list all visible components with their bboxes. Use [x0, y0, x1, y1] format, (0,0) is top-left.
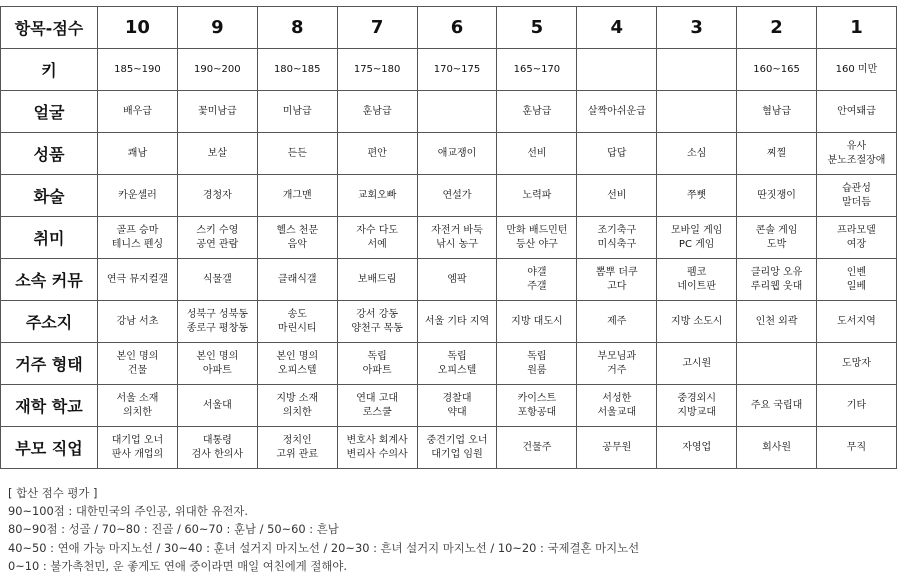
table-cell: 교회오빠: [337, 175, 417, 217]
table-row: [1, 343, 897, 385]
table-cell: 송도 마린시티: [257, 301, 337, 343]
table-cell: 개그맨: [257, 175, 337, 217]
row-label: 주소지: [1, 301, 98, 343]
table-cell: 찌찔: [737, 133, 817, 175]
table-cell: 뽐뿌 더쿠 고다: [577, 259, 657, 301]
table-row: [1, 91, 897, 133]
header-row: [1, 7, 897, 49]
table-cell: 190~200: [177, 49, 257, 91]
table-cell: 쾌남: [98, 133, 178, 175]
table-cell: 독립 원룸: [497, 343, 577, 385]
table-cell: 160 미만: [817, 49, 897, 91]
table-cell: 클리앙 오유 루리웹 웃대: [737, 259, 817, 301]
table-cell: 부모님과 거주: [577, 343, 657, 385]
table-cell: 180~185: [257, 49, 337, 91]
score-header: 10: [98, 7, 178, 49]
table-cell: 펨코 네이트판: [657, 259, 737, 301]
table-cell: 인벤 일베: [817, 259, 897, 301]
table-cell: 서울 기타 지역: [417, 301, 497, 343]
score-header: 6: [417, 7, 497, 49]
score-header: 4: [577, 7, 657, 49]
table-cell: 제주: [577, 301, 657, 343]
notes-line: 0~10 : 불가촉천민, 운 좋게도 연애 중이라면 매일 여친에게 절해야.: [8, 558, 348, 573]
table-cell: 경찰대 약대: [417, 385, 497, 427]
table-cell: 도망자: [817, 343, 897, 385]
table-cell: 선비: [577, 175, 657, 217]
table-cell: 노력파: [497, 175, 577, 217]
row-label: 부모 직업: [1, 427, 98, 469]
table-cell: 소심: [657, 133, 737, 175]
table-cell: 조기축구 미식축구: [577, 217, 657, 259]
table-cell: 자영업: [657, 427, 737, 469]
table-cell: [657, 91, 737, 133]
table-cell: [737, 343, 817, 385]
score-header: 7: [337, 7, 417, 49]
score-header: 3: [657, 7, 737, 49]
score-header: 2: [737, 7, 817, 49]
table-cell: 자전거 바둑 낚시 농구: [417, 217, 497, 259]
table-cell: 기타: [817, 385, 897, 427]
table-cell: 독립 아파트: [337, 343, 417, 385]
table-cell: 든든: [257, 133, 337, 175]
table-cell: 175~180: [337, 49, 417, 91]
notes-line: 40~50 : 연애 가능 마지노선 / 30~40 : 훈녀 설거지 마지노선 / 20~30 : 흔녀 설거지 마지노선 / 10~20 : 국제결혼 마지노선: [8, 540, 640, 555]
table-cell: 대기업 오너 판사 개업의: [98, 427, 178, 469]
row-label: 재학 학교: [1, 385, 98, 427]
table-cell: 만화 배드민턴 등산 야구: [497, 217, 577, 259]
table-cell: 서성한 서울교대: [577, 385, 657, 427]
row-label: 소속 커뮤: [1, 259, 98, 301]
table-cell: 모바일 게임 PC 게임: [657, 217, 737, 259]
score-header: 1: [817, 7, 897, 49]
table-cell: 서울 소재 의치한: [98, 385, 178, 427]
table-cell: 도서지역: [817, 301, 897, 343]
table-cell: 엠팍: [417, 259, 497, 301]
table-cell: 카운셀러: [98, 175, 178, 217]
table-cell: 강서 강동 양천구 목동: [337, 301, 417, 343]
row-label: 키: [1, 49, 98, 91]
table-cell: 지방 대도시: [497, 301, 577, 343]
notes-line: 80~90점 : 성골 / 70~80 : 진골 / 60~70 : 훈남 / 50~60 : 흔남: [8, 522, 339, 537]
table-cell: 카이스트 포항공대: [497, 385, 577, 427]
score-header: 9: [177, 7, 257, 49]
table-cell: 쭈뼛: [657, 175, 737, 217]
table-cell: 경청자: [177, 175, 257, 217]
table-cell: 꽃미남급: [177, 91, 257, 133]
table-cell: 정치인 고위 관료: [257, 427, 337, 469]
table-cell: [417, 91, 497, 133]
corner-header: 항목-점수: [1, 7, 98, 49]
table-cell: 170~175: [417, 49, 497, 91]
table-row: [1, 217, 897, 259]
table-cell: 165~170: [497, 49, 577, 91]
table-cell: 훈남급: [497, 91, 577, 133]
table-cell: 보배드림: [337, 259, 417, 301]
row-label: 취미: [1, 217, 98, 259]
table-row: [1, 175, 897, 217]
table-cell: 연설가: [417, 175, 497, 217]
table-cell: 연극 뮤지컬갤: [98, 259, 178, 301]
row-label: 화술: [1, 175, 98, 217]
table-cell: [657, 49, 737, 91]
table-cell: 성북구 성북동 종로구 평창동: [177, 301, 257, 343]
table-cell: 배우급: [98, 91, 178, 133]
table-cell: 선비: [497, 133, 577, 175]
table-cell: [577, 49, 657, 91]
table-cell: 미남급: [257, 91, 337, 133]
table-row: [1, 385, 897, 427]
table-cell: 고시원: [657, 343, 737, 385]
table-cell: 스키 수영 공연 관람: [177, 217, 257, 259]
table-cell: 대통령 검사 한의사: [177, 427, 257, 469]
row-label: 얼굴: [1, 91, 98, 133]
table-cell: 보살: [177, 133, 257, 175]
table-row: [1, 427, 897, 469]
score-evaluation-notes: [8, 484, 639, 575]
notes-header: [ 합산 점수 평가 ]: [8, 486, 98, 500]
table-row: [1, 301, 897, 343]
table-cell: 서울대: [177, 385, 257, 427]
table-cell: 중경외시 지방교대: [657, 385, 737, 427]
row-label: 거주 형태: [1, 343, 98, 385]
table-cell: 주요 국립대: [737, 385, 817, 427]
table-row: [1, 49, 897, 91]
table-cell: 프라모델 여장: [817, 217, 897, 259]
table-cell: 지방 소도시: [657, 301, 737, 343]
table-cell: 본인 명의 건물: [98, 343, 178, 385]
table-cell: 무직: [817, 427, 897, 469]
table-cell: 건물주: [497, 427, 577, 469]
table-cell: 안여돼급: [817, 91, 897, 133]
table-cell: 본인 명의 아파트: [177, 343, 257, 385]
table-cell: 160~165: [737, 49, 817, 91]
table-cell: 185~190: [98, 49, 178, 91]
table-cell: 딴짓쟁이: [737, 175, 817, 217]
table-cell: 야갤 주갤: [497, 259, 577, 301]
table-cell: 독립 오피스텔: [417, 343, 497, 385]
table-cell: 혐남급: [737, 91, 817, 133]
table-cell: 식물갤: [177, 259, 257, 301]
table-cell: 공무원: [577, 427, 657, 469]
table-cell: 회사원: [737, 427, 817, 469]
table-cell: 콘솔 게임 도박: [737, 217, 817, 259]
table-cell: 변호사 회계사 변리사 수의사: [337, 427, 417, 469]
table-cell: 강남 서초: [98, 301, 178, 343]
score-header: 5: [497, 7, 577, 49]
table-cell: 훈남급: [337, 91, 417, 133]
table-cell: 답답: [577, 133, 657, 175]
table-cell: 골프 승마 테니스 펜싱: [98, 217, 178, 259]
table-cell: 습관성 말더듬: [817, 175, 897, 217]
table-cell: 지방 소재 의치한: [257, 385, 337, 427]
table-cell: 본인 명의 오피스텔: [257, 343, 337, 385]
score-header: 8: [257, 7, 337, 49]
table-cell: 편안: [337, 133, 417, 175]
table-cell: 연대 고대 로스쿨: [337, 385, 417, 427]
table-cell: 유사 분노조절장애: [817, 133, 897, 175]
table-cell: 인천 외곽: [737, 301, 817, 343]
table-cell: 중견기업 오너 대기업 임원: [417, 427, 497, 469]
table-cell: 자수 다도 서예: [337, 217, 417, 259]
table-cell: 살짝아쉬운급: [577, 91, 657, 133]
table-row: [1, 133, 897, 175]
table-cell: 애교쟁이: [417, 133, 497, 175]
notes-line: 90~100점 : 대한민국의 주인공, 위대한 유전자.: [8, 504, 249, 519]
table-row: [1, 259, 897, 301]
table-cell: 클래식갤: [257, 259, 337, 301]
row-label: 성품: [1, 133, 98, 175]
table-cell: 헬스 천문 음악: [257, 217, 337, 259]
scoring-table: [0, 6, 897, 469]
